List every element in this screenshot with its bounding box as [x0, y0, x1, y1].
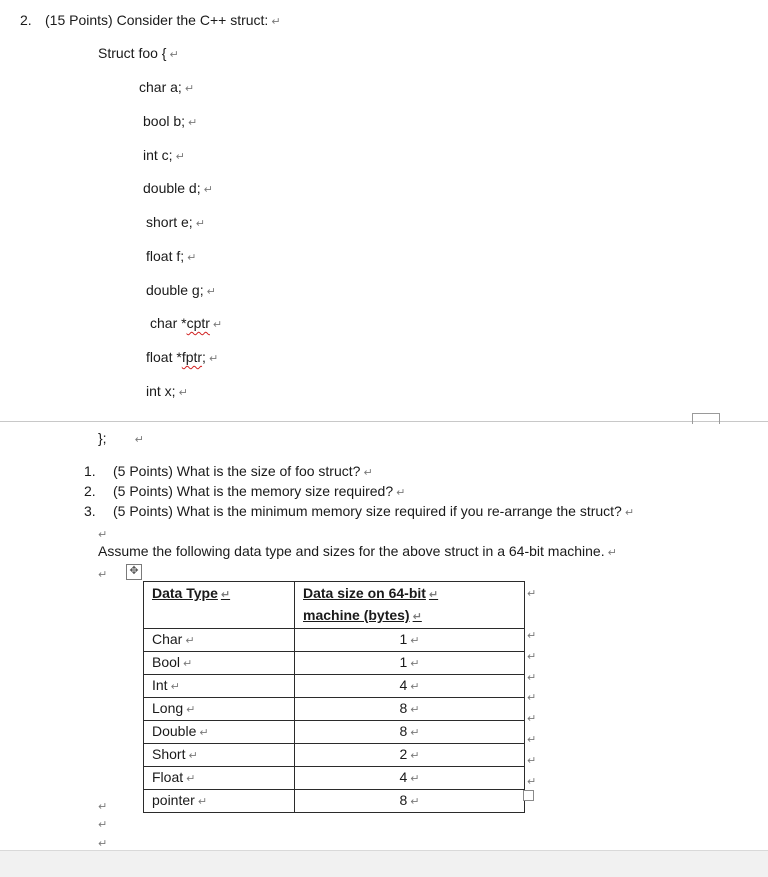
paragraph-mark-icon: ↵ — [396, 487, 406, 499]
end-of-row-icon: ↵ — [527, 713, 537, 726]
paragraph-mark-icon: ↵ — [206, 286, 216, 298]
paragraph-mark-icon: ↵ — [410, 750, 420, 762]
table-cell-size[interactable]: 2 ↵ — [295, 744, 525, 767]
subquestion-number: 3. — [84, 503, 96, 519]
paragraph-mark-icon: ↵ — [98, 529, 108, 541]
paragraph-mark-icon: ↵ — [186, 704, 196, 716]
paragraph-mark-icon: ↵ — [624, 507, 635, 519]
end-of-row-icon: ↵ — [527, 733, 537, 746]
table-row — [144, 721, 525, 744]
struct-field: double g; ↵ — [146, 282, 216, 298]
table-row — [144, 744, 525, 767]
page-break-icon — [692, 413, 720, 424]
spelling-squiggle: cptr — [186, 315, 210, 331]
paragraph-mark-icon: ↵ — [185, 635, 195, 647]
table-cell-size[interactable]: 8 ↵ — [295, 698, 525, 721]
end-of-row-icon: ↵ — [527, 754, 537, 767]
table-move-handle-icon[interactable]: ✥ — [126, 564, 142, 580]
paragraph-mark-icon: ↵ — [197, 796, 208, 808]
paragraph-mark-icon: ↵ — [410, 681, 420, 693]
end-of-row-icon: ↵ — [527, 692, 537, 705]
paragraph-mark-icon: ↵ — [188, 750, 198, 762]
page-break-line — [0, 421, 768, 422]
struct-close: }; ↵ — [98, 430, 144, 446]
table-resize-handle[interactable] — [523, 790, 534, 801]
table-row — [144, 629, 525, 652]
paragraph-mark-icon: ↵ — [410, 727, 420, 739]
paragraph-mark-icon: ↵ — [98, 569, 108, 581]
table-row — [144, 675, 525, 698]
paragraph-mark-icon: ↵ — [98, 801, 108, 813]
question-number: 2. — [20, 12, 32, 28]
struct-field: double d; ↵ — [143, 180, 213, 196]
paragraph-mark-icon: ↵ — [169, 49, 179, 61]
paragraph-mark-icon: ↵ — [208, 353, 219, 365]
paragraph-mark-icon: ↵ — [363, 467, 373, 479]
paragraph-mark-icon: ↵ — [410, 704, 420, 716]
table-row — [144, 698, 525, 721]
empty-paragraph — [98, 564, 107, 584]
paragraph-mark-icon: ↵ — [170, 681, 180, 693]
paragraph-mark-icon: ↵ — [178, 387, 188, 399]
question-text: (15 Points) Consider the C++ struct: ↵ — [45, 12, 281, 28]
paragraph-mark-icon: ↵ — [184, 83, 195, 95]
table-header-row — [144, 582, 525, 629]
table-cell-size[interactable]: 4 ↵ — [295, 675, 525, 698]
empty-paragraph — [98, 524, 107, 544]
paragraph-mark-icon: ↵ — [203, 184, 213, 196]
table-cell-type[interactable]: pointer ↵ — [144, 790, 295, 813]
table-header-cell[interactable]: Data size on 64-bit ↵ machine (bytes) ↵ — [295, 582, 525, 629]
struct-field: short e; ↵ — [146, 214, 205, 230]
table-cell-type[interactable]: Bool ↵ — [144, 652, 295, 675]
struct-field: char a; ↵ — [139, 79, 195, 95]
end-of-row-icon: ↵ — [527, 650, 537, 663]
paragraph-mark-icon: ↵ — [195, 218, 205, 230]
struct-field: bool b; ↵ — [143, 113, 198, 129]
subquestion-number: 1. — [84, 463, 96, 479]
paragraph-mark-icon: ↵ — [183, 658, 193, 670]
table-cell-size[interactable]: 1 ↵ — [295, 652, 525, 675]
spelling-squiggle: fptr — [181, 349, 203, 365]
paragraph-mark-icon: ↵ — [410, 658, 420, 670]
table-row — [144, 652, 525, 675]
empty-paragraph — [98, 796, 107, 816]
end-of-row-icon: ↵ — [527, 671, 537, 684]
table-cell-type[interactable]: Long ↵ — [144, 698, 295, 721]
paragraph-mark-icon: ↵ — [271, 16, 281, 28]
struct-field-pointer: char *cptr ↵ — [150, 315, 223, 331]
table-cell-type[interactable]: Int ↵ — [144, 675, 295, 698]
paragraph-mark-icon: ↵ — [188, 117, 198, 129]
table-cell-type[interactable]: Double ↵ — [144, 721, 295, 744]
table-cell-size[interactable]: 4 ↵ — [295, 767, 525, 790]
table-row — [144, 790, 525, 813]
window-bottom-bar — [0, 850, 768, 877]
end-of-row-icon: ↵ — [527, 588, 537, 600]
subquestion-text: (5 Points) What is the minimum memory size required if you re-arrange the struct? ↵ — [113, 503, 635, 519]
paragraph-mark-icon: ↵ — [428, 589, 439, 601]
subquestion-text: (5 Points) What is the memory size required? ↵ — [113, 483, 406, 499]
struct-field: float f; ↵ — [146, 248, 197, 264]
end-of-row-icon: ↵ — [527, 630, 537, 642]
assume-text: Assume the following data type and sizes for the above struct in a 64-bit machine. ↵ — [98, 543, 617, 559]
paragraph-mark-icon: ↵ — [175, 151, 185, 163]
table-cell-type[interactable]: Short ↵ — [144, 744, 295, 767]
paragraph-mark-icon: ↵ — [410, 635, 420, 647]
paragraph-mark-icon: ↵ — [410, 773, 420, 785]
empty-paragraph — [98, 814, 107, 834]
end-of-row-icon: ↵ — [527, 775, 537, 788]
paragraph-mark-icon: ↵ — [98, 838, 108, 850]
struct-field: int c; ↵ — [143, 147, 185, 163]
paragraph-mark-icon: ↵ — [98, 819, 108, 831]
table-row — [144, 767, 525, 790]
struct-field-pointer: float *fptr; ↵ — [146, 349, 219, 365]
struct-field: int x; ↵ — [146, 383, 188, 399]
table-cell-size[interactable]: 8 ↵ — [295, 790, 525, 813]
data-size-table — [143, 581, 525, 813]
paragraph-mark-icon: ↵ — [220, 589, 231, 601]
paragraph-mark-icon: ↵ — [212, 319, 223, 331]
table-header-cell[interactable]: Data Type ↵ — [144, 582, 295, 629]
paragraph-mark-icon: ↵ — [199, 727, 209, 739]
paragraph-mark-icon: ↵ — [134, 434, 144, 446]
struct-open: Struct foo { ↵ — [98, 45, 179, 61]
table-cell-size[interactable]: 1 ↵ — [295, 629, 525, 652]
paragraph-mark-icon: ↵ — [187, 252, 197, 264]
subquestion-text: (5 Points) What is the size of foo struct? ↵ — [113, 463, 373, 479]
paragraph-mark-icon: ↵ — [186, 773, 196, 785]
paragraph-mark-icon: ↵ — [410, 796, 420, 808]
subquestion-number: 2. — [84, 483, 96, 499]
table-cell-type[interactable]: Char ↵ — [144, 629, 295, 652]
paragraph-mark-icon: ↵ — [412, 611, 422, 623]
table-cell-size[interactable]: 8 ↵ — [295, 721, 525, 744]
end-of-row-marks — [527, 584, 536, 792]
paragraph-mark-icon: ↵ — [607, 547, 617, 559]
table-cell-type[interactable]: Float ↵ — [144, 767, 295, 790]
